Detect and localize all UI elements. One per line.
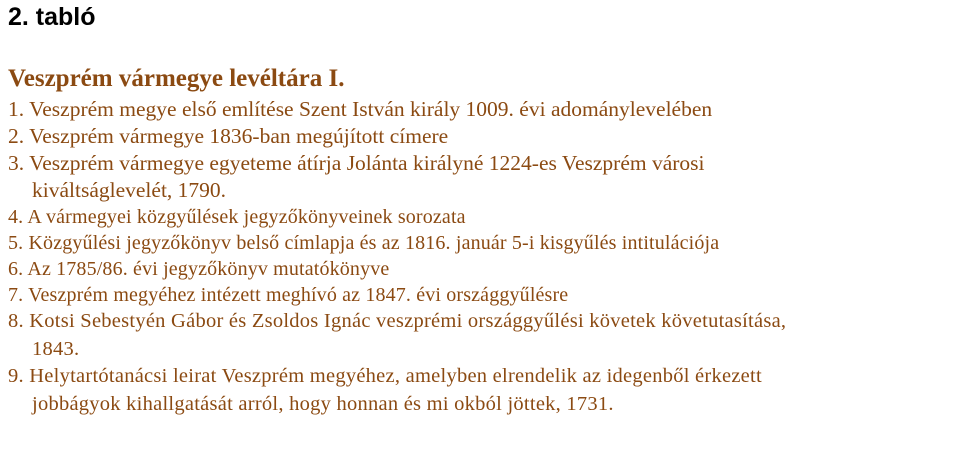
list-item	[8, 150, 958, 204]
item-number: 9.	[8, 365, 24, 387]
item-text: Helytartótanácsi leirat Veszprém megyéhez, amelyben elrendelik az idegenből érkezett	[29, 365, 762, 387]
item-number: 5.	[8, 232, 24, 254]
list-item	[8, 256, 958, 282]
item-number: 2.	[8, 124, 25, 148]
list-item	[8, 308, 958, 363]
section-title: Veszprém vármegye levéltára I.	[8, 65, 345, 92]
list-item	[8, 363, 958, 418]
list-item	[8, 123, 958, 150]
page-heading: 2. tabló	[8, 3, 96, 31]
item-text: Az 1785/86. évi jegyzőkönyv mutatókönyve	[27, 258, 390, 280]
item-text: Veszprém vármegye egyeteme átírja Jolánta királyné 1224-es Veszprém városi	[29, 151, 705, 175]
item-number: 4.	[8, 206, 24, 228]
item-number: 1.	[8, 97, 25, 121]
item-number: 8.	[8, 310, 24, 332]
item-text: Veszprém megyéhez intézett meghívó az 1847. évi országgyűlésre	[28, 284, 569, 306]
item-text: Veszprém vármegye 1836-ban megújított címere	[29, 124, 449, 148]
list-item	[8, 204, 958, 230]
item-list	[8, 96, 958, 418]
item-text: Kotsi Sebestyén Gábor és Zsoldos Ignác veszprémi országgyűlési követek követutasítása,	[29, 310, 787, 332]
list-item	[8, 96, 958, 123]
item-text-continuation: 1843.	[32, 337, 80, 360]
item-number: 3.	[8, 151, 25, 175]
item-text: Veszprém megye első említése Szent István király 1009. évi adománylevelében	[29, 97, 713, 121]
item-text-continuation: kiváltságlevelét, 1790.	[32, 178, 227, 202]
item-number: 7.	[8, 284, 24, 306]
item-text: A vármegyei közgyűlések jegyzőkönyveinek sorozata	[27, 206, 466, 228]
item-text-continuation: jobbágyok kihallgatását arról, hogy honnan és mi okból jöttek, 1731.	[32, 392, 614, 415]
list-item	[8, 230, 958, 256]
item-number: 6.	[8, 258, 24, 280]
item-text: Közgyűlési jegyzőkönyv belső címlapja és az 1816. január 5-i kisgyűlés intitulációja	[28, 232, 720, 254]
list-item	[8, 282, 958, 308]
